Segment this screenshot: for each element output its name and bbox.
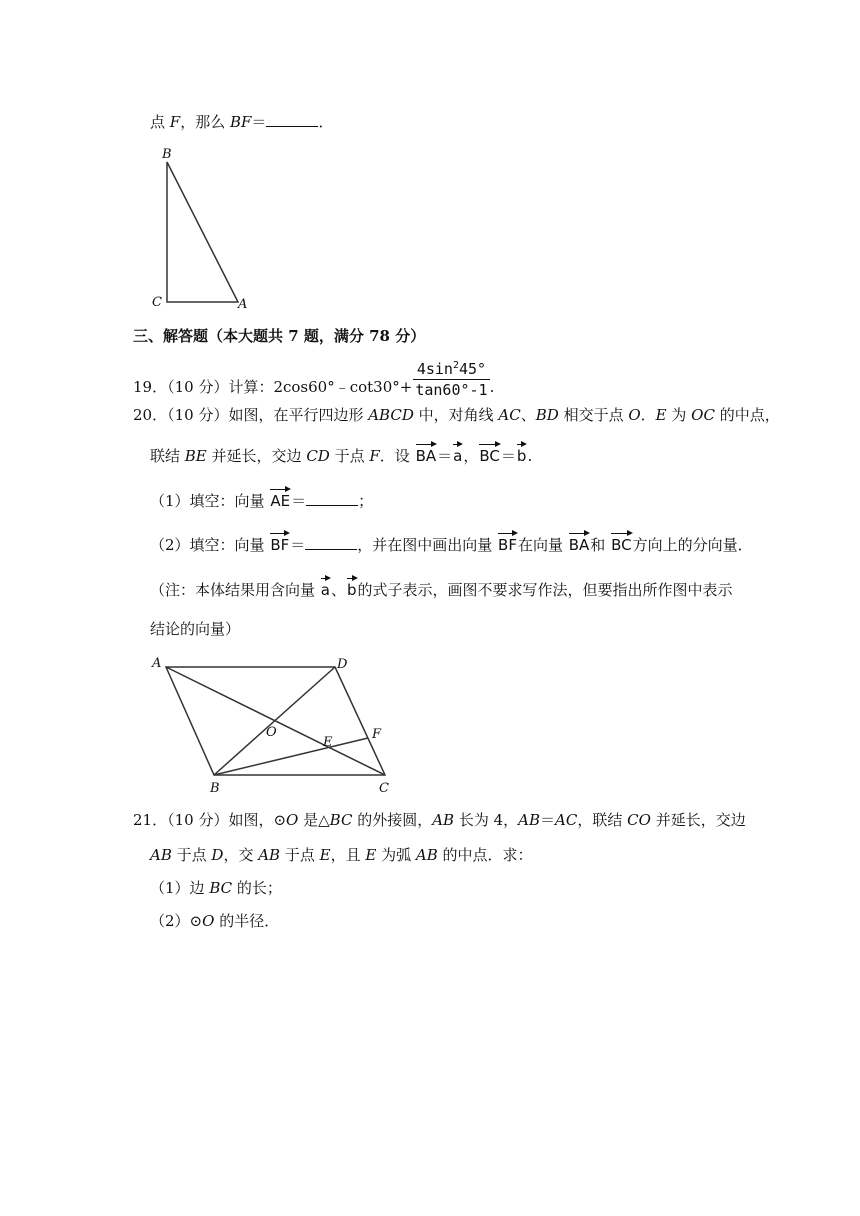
vector-BF: BF [498, 536, 517, 554]
vector-AE: AE [270, 492, 291, 510]
vector-b: b [347, 581, 357, 599]
answer-blank [306, 491, 358, 506]
circle-symbol: ⊙ [189, 912, 203, 930]
text: 并延长，交边 [206, 447, 307, 465]
text: ，那么 [180, 113, 230, 131]
text: 长为 4， [454, 811, 519, 829]
answer-blank [305, 535, 357, 550]
text: ，并在图中画出向量 [357, 536, 498, 554]
circle-symbol: ⊙ [273, 811, 287, 829]
q19-fraction [413, 356, 489, 400]
label-B: B [162, 147, 172, 162]
text: ，交 [223, 846, 259, 864]
var: CD [306, 447, 330, 465]
fraction-denominator: tan60°-1 [415, 381, 488, 399]
q20-note-1 [150, 580, 733, 600]
var-F: F [169, 113, 181, 131]
q20-part-1 [150, 491, 373, 511]
var: AB [150, 846, 172, 864]
q19-expr: 2cos60°﹣cot30°+ [273, 378, 413, 396]
q20-part-2 [150, 535, 753, 555]
var: E [655, 406, 667, 424]
text: 在向量 [517, 536, 568, 554]
exponent: 2 [452, 360, 459, 371]
var: D [211, 846, 224, 864]
q20-line-2 [150, 446, 532, 466]
label-A: A [238, 297, 248, 312]
var: AB [432, 811, 455, 829]
vector-a: a [320, 581, 330, 599]
text: ； [358, 492, 374, 510]
text: （2）填空：向量 [150, 536, 270, 554]
text: 方向上的分向量． [632, 536, 753, 554]
text: 为弧 [376, 846, 416, 864]
text: 的式子表示，画图不要求写作法，但要指出所作图中表示 [357, 581, 733, 599]
var: AC [555, 811, 578, 829]
var: E [365, 846, 377, 864]
segment-bf [214, 738, 368, 775]
q21-part-2 [150, 911, 279, 931]
vector-a: a [453, 447, 463, 465]
section-heading: 三、解答题（本大题共 7 题，满分 78 分） [133, 327, 426, 345]
label-D: D [337, 657, 348, 672]
text: ，且 [330, 846, 366, 864]
var: OC [691, 406, 715, 424]
text: （1）边 [150, 879, 210, 897]
text: （2） [150, 912, 190, 930]
diagonal-bd [214, 667, 335, 775]
answer-blank [266, 112, 318, 127]
text: 中，对角线 [413, 406, 499, 424]
text: 的中点．求： [437, 846, 533, 864]
period: . [489, 378, 495, 396]
vector-b: b [516, 447, 527, 465]
equals: ＝ [290, 536, 306, 554]
text: （注：本体结果用含向量 [150, 581, 320, 599]
text: ． [640, 406, 656, 424]
q21-line-2 [150, 845, 533, 865]
text: （1）填空：向量 [150, 492, 270, 510]
label-C: C [379, 781, 389, 794]
var: E [319, 846, 331, 864]
fraction-numerator [413, 356, 489, 380]
var: AB [415, 846, 438, 864]
var: O [202, 912, 215, 930]
q20-line-1 [133, 405, 780, 425]
var: O [286, 811, 299, 829]
equals: ＝ [437, 447, 453, 465]
text: 和 [590, 536, 611, 554]
text: 于点 [280, 846, 320, 864]
comma: ， [463, 447, 479, 465]
text: 于点 [329, 447, 370, 465]
var: AB [258, 846, 281, 864]
var: CO [627, 811, 651, 829]
text: 的长； [232, 879, 282, 897]
var: BD [535, 406, 559, 424]
period: . [527, 447, 533, 465]
var-BF: BF [229, 113, 252, 131]
q20-note-2: 结论的向量） [150, 620, 241, 638]
text: ，联结 [577, 811, 628, 829]
text: ．设 [379, 447, 415, 465]
vector-BA: BA [415, 447, 437, 465]
text: ＝ [540, 811, 556, 829]
var: BC [329, 811, 353, 829]
text: 、 [330, 581, 346, 599]
triangle-figure [148, 140, 258, 312]
label-O: O [266, 725, 277, 740]
var: BC [209, 879, 233, 897]
text: 21．（10 分）如图， [133, 811, 274, 829]
equals: ＝ [500, 447, 516, 465]
vector-BC: BC [479, 447, 500, 465]
var: O [628, 406, 641, 424]
vector-BC: BC [611, 536, 632, 554]
numerator-angle: 45° [458, 360, 487, 378]
triangle-bca [167, 162, 238, 302]
var: BE [184, 447, 207, 465]
question-19 [133, 356, 494, 398]
q18-tail [150, 112, 333, 132]
text: 20．（10 分）如图，在平行四边形 [133, 406, 369, 424]
var: AC [498, 406, 521, 424]
text: 相交于点 [558, 406, 629, 424]
vector-BF: BF [270, 536, 290, 554]
text: 的外接圆， [352, 811, 433, 829]
equals: ＝ [251, 113, 267, 131]
text: 于点 [171, 846, 212, 864]
numerator-sin: 4sin [416, 360, 453, 378]
label-B: B [210, 781, 220, 794]
label-C: C [152, 295, 162, 310]
label-A: A [152, 656, 162, 671]
var: ABCD [368, 406, 414, 424]
q21-part-1 [150, 878, 282, 898]
var: AB [518, 811, 541, 829]
parallelogram-figure [148, 652, 408, 794]
q19-label: 19．（10 分）计算： [133, 378, 274, 396]
text: 为 [666, 406, 692, 424]
period: ． [318, 113, 334, 131]
var: F [369, 447, 380, 465]
label-E: E [323, 735, 333, 750]
text: 的中点， [714, 406, 780, 424]
text: 、 [520, 406, 536, 424]
text: 并延长，交边 [650, 811, 746, 829]
label-F: F [372, 727, 382, 742]
text: 联结 [150, 447, 185, 465]
q21-line-1 [133, 810, 746, 830]
vector-BA: BA [568, 536, 590, 554]
text: 点 [150, 113, 170, 131]
text: 的半径． [214, 912, 280, 930]
equals: ＝ [291, 492, 307, 510]
text: 是△ [298, 811, 330, 829]
